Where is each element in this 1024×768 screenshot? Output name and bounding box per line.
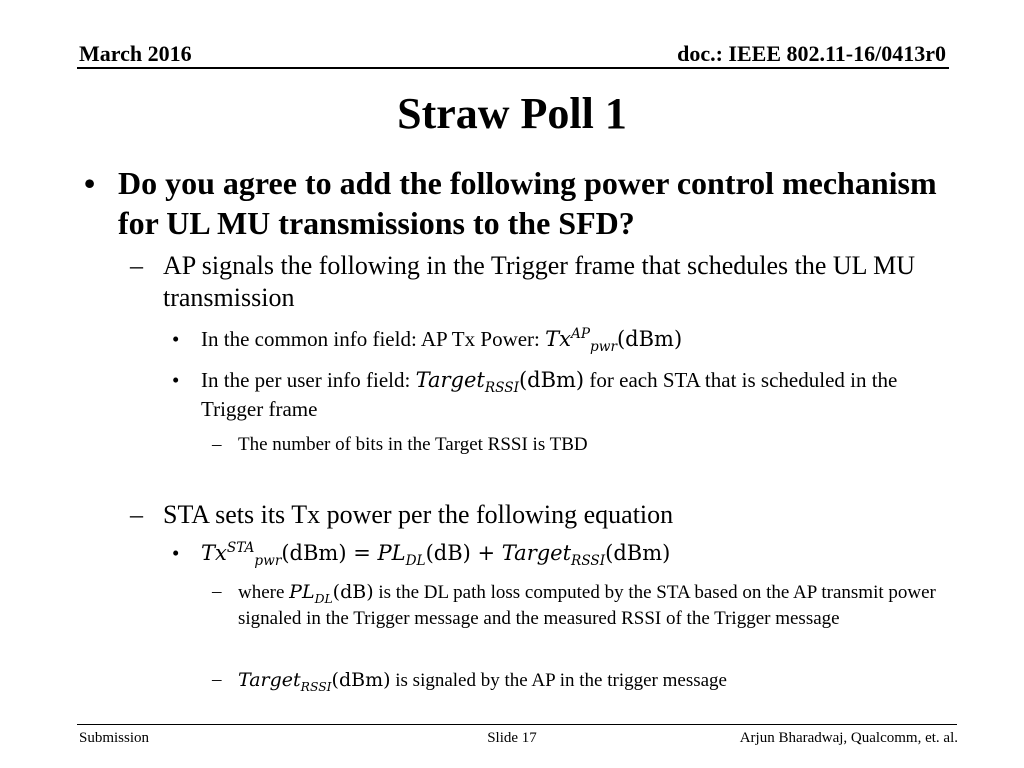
footer-author: Arjun Bharadwaj, Qualcomm, et. al. <box>739 730 958 746</box>
where-text: where $PL_{DL}(dB)$ is the DL path loss computed by the STA based on the AP transmit power signaled in the Trigger message and the measured RSSI of the Trigger message <box>238 581 936 629</box>
bits-note-item <box>212 432 962 458</box>
dash-marker: – <box>212 434 222 455</box>
target-signaled-item <box>212 667 962 694</box>
slide-title: Straw Poll 1 <box>397 89 627 138</box>
dash-marker: – <box>130 500 143 529</box>
ap-signals-text: AP signals the following in the Trigger frame that schedules the UL MU transmission <box>163 251 915 312</box>
bullet-dot: • <box>172 368 180 392</box>
tx-pwr-ap-formula: $Tx^{AP}_{pwr}(dBm)$ <box>545 326 683 356</box>
header-date: March 2016 <box>79 41 192 66</box>
ap-signals-item <box>130 250 950 314</box>
target-rssi-formula: Target$_{RSSI}$(dBm) <box>238 669 391 694</box>
header-doc-id: doc.: IEEE 802.11-16/0413r0 <box>677 41 946 66</box>
tx-power-equation: $Tx^{STA}_{pwr}(dBm) = PL_{DL}(dB)$ + Target$_{RSSI}$(dBm) <box>201 540 671 570</box>
footer-slide-number: Slide 17 <box>487 730 537 746</box>
footer-submission: Submission <box>79 730 150 746</box>
bullet-dot: • <box>172 327 180 351</box>
target-rssi-formula: Target$_{RSSI}$(dBm) <box>415 368 585 397</box>
pl-dl-formula: $PL_{DL}(dB)$ <box>289 581 374 606</box>
bullet-dot: • <box>172 541 180 565</box>
sta-sets-text: STA sets its Tx power per the following equation <box>163 500 674 529</box>
bullet-dot: • <box>84 165 96 201</box>
common-info-text: In the common info field: AP Tx Power: $Tx^{AP}_{pwr}(dBm)$ <box>201 326 683 356</box>
common-info-item <box>172 325 962 354</box>
dash-marker: – <box>212 581 222 602</box>
dash-marker: – <box>130 251 143 280</box>
question-bullet <box>84 163 964 243</box>
bits-note-text: The number of bits in the Target RSSI is TBD <box>238 434 588 455</box>
per-user-info-item <box>172 366 962 424</box>
sta-sets-item <box>130 499 950 531</box>
question-text: Do you agree to add the following power control mechanism for UL MU transmissions to the SFD? <box>118 165 937 241</box>
per-user-info-text: In the per user info field: Target$_{RSSI}$(dBm) for each STA that is scheduled in the Trigger frame <box>201 368 898 421</box>
header-divider <box>77 67 949 69</box>
target-signaled-text: Target$_{RSSI}$(dBm) is signaled by the AP in the trigger message <box>238 669 727 694</box>
footer-divider <box>77 724 957 725</box>
dash-marker: – <box>212 669 222 690</box>
where-item <box>212 579 962 632</box>
equation-item <box>172 539 962 568</box>
